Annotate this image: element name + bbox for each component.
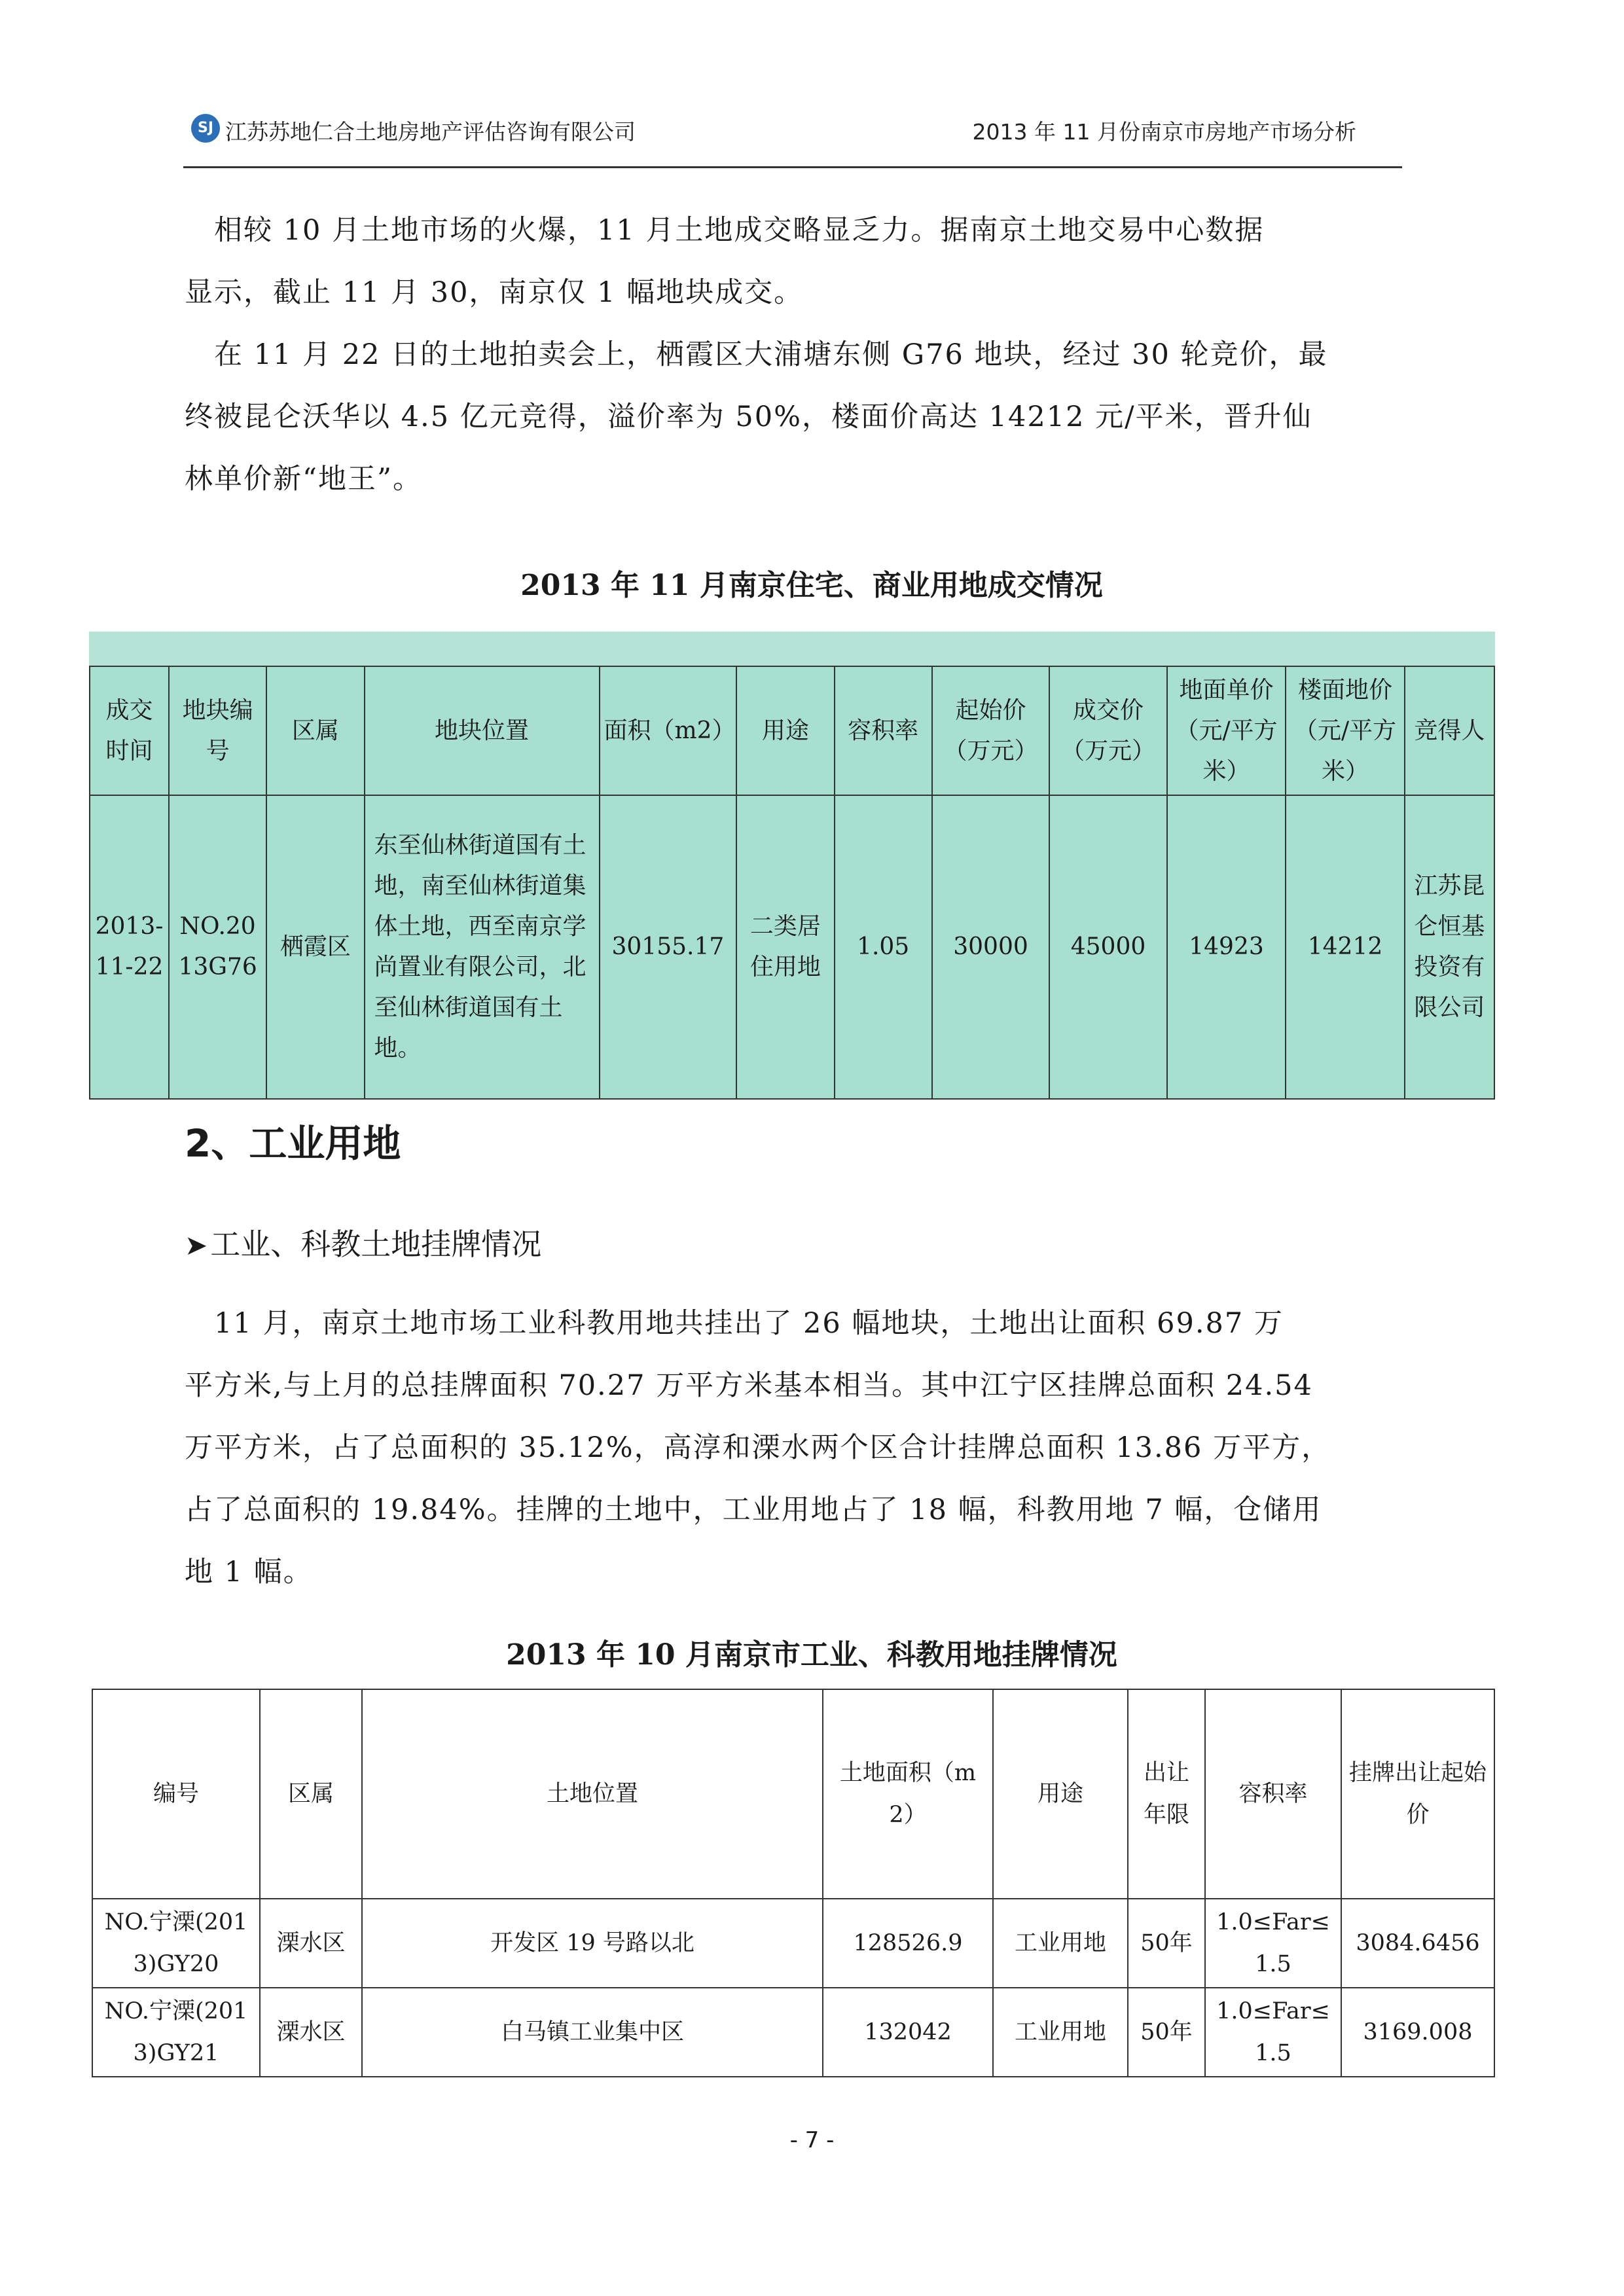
table-header-row (90, 666, 1494, 795)
start-price-cell: 3169.008 (1341, 1988, 1494, 2077)
area-cell: 30155.17 (600, 795, 737, 1099)
start-price-cell: 30000 (932, 795, 1050, 1099)
location-cell: 东至仙林街道国有土地，南至仙林街道集体土地，西至南京学尚置业有限公司，北至仙林街道国有土地。 (365, 795, 600, 1099)
deal-date-cell: 2013-11-22 (90, 795, 169, 1099)
arrow-bullet-icon: ➤ (185, 1229, 208, 1261)
text-line: 终被昆仑沃华以 4.5 亿元竞得，溢价率为 50%，楼面价高达 14212 元/平米，晋升仙 (185, 401, 1312, 433)
area-cell: 128526.9 (823, 1899, 993, 1988)
table-row (92, 1988, 1494, 2077)
intro-paragraph-1 (185, 200, 1382, 324)
listing-no-cell: NO.宁溧(2013)GY21 (92, 1988, 260, 2077)
use-cell: 工业用地 (993, 1988, 1128, 2077)
header-cell: 区属 (266, 666, 364, 795)
header-cell: 楼面地价（元/平方米） (1286, 666, 1405, 795)
table1-top-band (89, 632, 1495, 666)
header-cell: 容积率 (1205, 1689, 1341, 1899)
header-cell: 区属 (260, 1689, 362, 1899)
header-cell: 地块位置 (365, 666, 600, 795)
header-cell: 用途 (736, 666, 834, 795)
floor-price-cell: 14212 (1286, 795, 1405, 1099)
header-cell: 成交时间 (90, 666, 169, 795)
location-cell: 白马镇工业集中区 (362, 1988, 823, 2077)
district-cell: 栖霞区 (266, 795, 364, 1099)
header-cell: 起始价（万元） (932, 666, 1050, 795)
term-cell: 50年 (1128, 1899, 1205, 1988)
table-row (90, 795, 1494, 1099)
text-line: 显示，截止 11 月 30，南京仅 1 幅地块成交。 (185, 276, 804, 309)
header-company-name: 江苏苏地仁合土地房地产评估咨询有限公司 (225, 119, 636, 145)
text-line: 万平方米，占了总面积的 35.12%，高淳和溧水两个区合计挂牌总面积 13.86 万平方， (185, 1431, 1331, 1464)
far-cell: 1.0≤Far≤1.5 (1205, 1899, 1341, 1988)
use-cell: 工业用地 (993, 1899, 1128, 1988)
term-cell: 50年 (1128, 1988, 1205, 2077)
header-cell: 出让年限 (1128, 1689, 1205, 1899)
location-cell: 开发区 19 号路以北 (362, 1899, 823, 1988)
residential-commercial-land-table (89, 666, 1495, 1100)
listing-no-cell: NO.宁溧(2013)GY20 (92, 1899, 260, 1988)
deal-price-cell: 45000 (1049, 795, 1167, 1099)
district-cell: 溧水区 (260, 1899, 362, 1988)
header-divider (183, 166, 1402, 168)
text-line: 林单价新“地王”。 (185, 463, 422, 495)
text-line: 占了总面积的 19.84%。挂牌的土地中，工业用地占了 18 幅，科教用地 7 幅，仓储用 (185, 1494, 1322, 1526)
header-cell: 地块编号 (169, 666, 266, 795)
intro-paragraph-2 (185, 324, 1382, 511)
text-line: 平方米,与上月的总挂牌面积 70.27 万平方米基本相当。其中江宁区挂牌总面积 24.54 (185, 1369, 1313, 1402)
table1-caption: 2013 年 11 月南京住宅、商业用地成交情况 (520, 569, 1103, 602)
start-price-cell: 3084.6456 (1341, 1899, 1494, 1988)
far-cell: 1.0≤Far≤1.5 (1205, 1988, 1341, 2077)
subsection-heading (185, 1221, 541, 1264)
page-header (183, 110, 1402, 157)
text-line: 11 月，南京土地市场工业科教用地共挂出了 26 幅地块，土地出让面积 69.87 万 (185, 1307, 1284, 1340)
far-cell: 1.05 (835, 795, 932, 1099)
table-header-row (92, 1689, 1494, 1899)
district-cell: 溧水区 (260, 1988, 362, 2077)
header-cell: 用途 (993, 1689, 1128, 1899)
text-line: 地 1 幅。 (185, 1556, 313, 1588)
header-cell: 地面单价（元/平方米） (1167, 666, 1286, 795)
industrial-paragraph (185, 1293, 1382, 1604)
winner-cell: 江苏昆仑恒基投资有限公司 (1405, 795, 1494, 1099)
table2-caption: 2013 年 10 月南京市工业、科教用地挂牌情况 (506, 1638, 1117, 1672)
table-row (92, 1899, 1494, 1988)
header-cell: 成交价（万元） (1049, 666, 1167, 795)
header-cell: 土地面积（m2） (823, 1689, 993, 1899)
header-cell: 容积率 (835, 666, 932, 795)
section-heading: 2、工业用地 (185, 1121, 401, 1166)
area-cell: 132042 (823, 1988, 993, 2077)
header-cell: 面积（m2） (600, 666, 737, 795)
industrial-land-listing-table (92, 1689, 1495, 2077)
use-cell: 二类居住用地 (736, 795, 834, 1099)
land-unit-price-cell: 14923 (1167, 795, 1286, 1099)
parcel-no-cell: NO.2013G76 (169, 795, 266, 1099)
subsection-heading-text: 工业、科教土地挂牌情况 (210, 1227, 542, 1262)
header-cell: 土地位置 (362, 1689, 823, 1899)
page-number: - 7 - (789, 2127, 835, 2153)
company-logo-icon: SJ (191, 114, 220, 143)
header-report-title: 2013 年 11 月份南京市房地产市场分析 (972, 119, 1356, 145)
text-line: 相较 10 月土地市场的火爆，11 月土地成交略显乏力。据南京土地交易中心数据 (185, 214, 1265, 247)
header-cell: 挂牌出让起始价 (1341, 1689, 1494, 1899)
text-line: 在 11 月 22 日的土地拍卖会上，栖霞区大浦塘东侧 G76 地块，经过 30 轮竞价，最 (185, 338, 1328, 371)
header-cell: 竞得人 (1405, 666, 1494, 795)
header-cell: 编号 (92, 1689, 260, 1899)
